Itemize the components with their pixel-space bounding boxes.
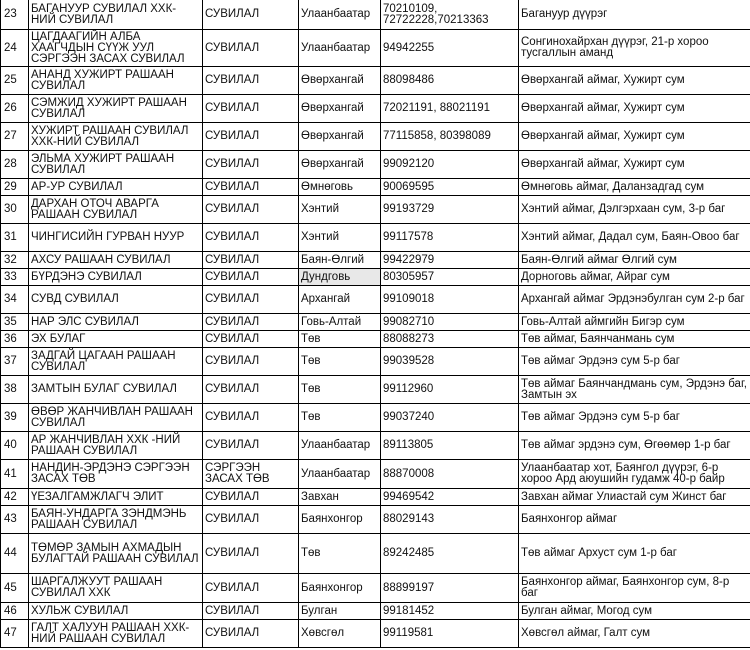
facility-type-cell: СУВИЛАЛ (203, 0, 299, 30)
facility-type-cell: СУВИЛАЛ (203, 252, 299, 269)
phone-number-cell: 88870008 (381, 460, 519, 489)
row-number-cell: 45 (1, 574, 29, 603)
phone-number-cell: 99119581 (381, 620, 519, 648)
table-row (1, 224, 750, 252)
phone-number-cell: 88029143 (381, 506, 519, 534)
table-row (1, 489, 750, 506)
location-cell: Улаанбаатар (299, 432, 381, 460)
location-cell: Баянхонгор (299, 574, 381, 603)
table-row (1, 348, 750, 376)
table-row (1, 404, 750, 432)
address-cell: Өвөрхангай аймаг, Хужирт сум (519, 151, 750, 179)
row-number-cell: 42 (1, 489, 29, 506)
table-row (1, 151, 750, 179)
address-cell: Төв аймаг Архуст сум 1-р баг (519, 534, 750, 574)
table-row (1, 196, 750, 224)
phone-number-cell: 99117578 (381, 224, 519, 252)
phone-number-cell: 99037240 (381, 404, 519, 432)
facility-name-cell: ШАРГАЛЖУУТ РАШААН СУВИЛАЛ ХХК (29, 574, 203, 603)
facility-type-cell: СУВИЛАЛ (203, 574, 299, 603)
address-cell: Төв аймаг Баянчандмань сум, Эрдэнэ баг, Замтын эх (519, 376, 750, 404)
address-cell: Төв аймаг Эрдэнэ сум 5-р баг (519, 348, 750, 376)
phone-number-cell: 99039528 (381, 348, 519, 376)
location-cell: Өвөрхангай (299, 95, 381, 123)
location-cell: Дундговь (299, 269, 381, 286)
phone-number-cell: 77115858, 80398089 (381, 123, 519, 151)
location-cell: Өвөрхангай (299, 123, 381, 151)
facility-type-cell: СУВИЛАЛ (203, 331, 299, 348)
table-row (1, 252, 750, 269)
row-number-cell: 35 (1, 314, 29, 331)
address-cell: Төв аймаг эрдэнэ сум, Өгөөмөр 1-р баг (519, 432, 750, 460)
row-number-cell: 27 (1, 123, 29, 151)
address-cell: Булган аймаг, Могод сум (519, 603, 750, 620)
facility-type-cell: СУВИЛАЛ (203, 314, 299, 331)
phone-number-cell: 99112960 (381, 376, 519, 404)
table-row (1, 0, 750, 30)
facility-name-cell: ХУЛЬЖ СУВИЛАЛ (29, 603, 203, 620)
address-cell: Говь-Алтай аймгийн Бигэр сум (519, 314, 750, 331)
location-cell: Өвөрхангай (299, 67, 381, 95)
address-cell: Баянхонгор аймаг, Баянхонгор сум, 8-р баг (519, 574, 750, 603)
facility-name-cell: ЦАГДААГИЙН АЛБА ХААГЧДЫН СҮҮЖ УУЛ СЭРГЭЭН ЗАСАХ СУВИЛАЛ (29, 30, 203, 67)
table-row (1, 376, 750, 404)
row-number-cell: 43 (1, 506, 29, 534)
address-cell: Төв аймаг Эрдэнэ сум 5-р баг (519, 404, 750, 432)
phone-number-cell: 88088273 (381, 331, 519, 348)
table-row (1, 603, 750, 620)
facility-name-cell: АР ЖАНЧИВЛАН ХХК -НИЙ РАШААН СУВИЛАЛ (29, 432, 203, 460)
facility-name-cell: ЭЛЬМА ХУЖИРТ РАШААН СУВИЛАЛ (29, 151, 203, 179)
facility-type-cell: СУВИЛАЛ (203, 151, 299, 179)
row-number-cell: 31 (1, 224, 29, 252)
facility-name-cell: АХСУ РАШААН СУВИЛАЛ (29, 252, 203, 269)
phone-number-cell: 99193729 (381, 196, 519, 224)
facility-name-cell: ЧИНГИСИЙН ГУРВАН НУУР (29, 224, 203, 252)
table-row (1, 95, 750, 123)
address-cell: Өвөрхангай аймаг, Хужирт сум (519, 123, 750, 151)
row-number-cell: 33 (1, 269, 29, 286)
phone-number-cell: 70210109, 72722228,70213363 (381, 0, 519, 30)
facility-type-cell: СУВИЛАЛ (203, 620, 299, 648)
row-number-cell: 40 (1, 432, 29, 460)
row-number-cell: 25 (1, 67, 29, 95)
table-row (1, 574, 750, 603)
address-cell: Баянхонгор аймаг (519, 506, 750, 534)
table-row (1, 460, 750, 489)
facility-type-cell: СУВИЛАЛ (203, 30, 299, 67)
address-cell: Дорноговь аймаг, Айраг сум (519, 269, 750, 286)
location-cell: Өмнөговь (299, 179, 381, 196)
facility-type-cell: СУВИЛАЛ (203, 432, 299, 460)
facility-name-cell: ӨВӨР ЖАНЧИВЛАН РАШААН СУВИЛАЛ (29, 404, 203, 432)
facility-name-cell: БҮРДЭНЭ СУВИЛАЛ (29, 269, 203, 286)
table-row (1, 123, 750, 151)
phone-number-cell: 88098486 (381, 67, 519, 95)
row-number-cell: 26 (1, 95, 29, 123)
phone-number-cell: 89113805 (381, 432, 519, 460)
row-number-cell: 39 (1, 404, 29, 432)
row-number-cell: 29 (1, 179, 29, 196)
row-number-cell: 34 (1, 286, 29, 314)
phone-number-cell: 88899197 (381, 574, 519, 603)
row-number-cell: 37 (1, 348, 29, 376)
address-cell: Сонгинохайрхан дүүрэг, 21-р хороо тусгаллын аманд (519, 30, 750, 67)
facility-type-cell: СУВИЛАЛ (203, 404, 299, 432)
table-row (1, 314, 750, 331)
facility-type-cell: СУВИЛАЛ (203, 534, 299, 574)
table-row (1, 286, 750, 314)
location-cell: Булган (299, 603, 381, 620)
table-row (1, 620, 750, 648)
row-number-cell: 46 (1, 603, 29, 620)
address-cell: Өвөрхангай аймаг, Хужирт сум (519, 67, 750, 95)
table-row (1, 269, 750, 286)
location-cell: Завхан (299, 489, 381, 506)
facility-type-cell: СУВИЛАЛ (203, 179, 299, 196)
table-row (1, 67, 750, 95)
table-row (1, 432, 750, 460)
table-row (1, 331, 750, 348)
facility-name-cell: НАР ЭЛС СУВИЛАЛ (29, 314, 203, 331)
facility-type-cell: СУВИЛАЛ (203, 67, 299, 95)
address-cell: Завхан аймаг Улиастай сум Жинст баг (519, 489, 750, 506)
table-row (1, 506, 750, 534)
facility-type-cell: СУВИЛАЛ (203, 123, 299, 151)
facility-name-cell: БАГАНУУР СУВИЛАЛ ХХК-НИЙ СУВИЛАЛ (29, 0, 203, 30)
facility-type-cell: СУВИЛАЛ (203, 95, 299, 123)
location-cell: Хэнтий (299, 224, 381, 252)
facility-type-cell: СУВИЛАЛ (203, 348, 299, 376)
address-cell: Багануур дүүрэг (519, 0, 750, 30)
row-number-cell: 24 (1, 30, 29, 67)
location-cell: Хэнтий (299, 196, 381, 224)
facility-type-cell: СУВИЛАЛ (203, 603, 299, 620)
address-cell: Өмнөговь аймаг, Даланзадгад сум (519, 179, 750, 196)
facility-type-cell: СЭРГЭЭН ЗАСАХ ТӨВ (203, 460, 299, 489)
row-number-cell: 28 (1, 151, 29, 179)
location-cell: Улаанбаатар (299, 460, 381, 489)
phone-number-cell: 99181452 (381, 603, 519, 620)
facility-name-cell: ГАЛТ ХАЛУУН РАШААН ХХК-НИЙ РАШААН СУВИЛАЛ (29, 620, 203, 648)
phone-number-cell: 72021191, 88021191 (381, 95, 519, 123)
facility-type-cell: СУВИЛАЛ (203, 196, 299, 224)
phone-number-cell: 99109018 (381, 286, 519, 314)
facility-type-cell: СУВИЛАЛ (203, 269, 299, 286)
facility-name-cell: ЭХ БУЛАГ (29, 331, 203, 348)
location-cell: Говь-Алтай (299, 314, 381, 331)
phone-number-cell: 90069595 (381, 179, 519, 196)
phone-number-cell: 99469542 (381, 489, 519, 506)
phone-number-cell: 89242485 (381, 534, 519, 574)
table-row (1, 179, 750, 196)
facility-name-cell: АР-УР СУВИЛАЛ (29, 179, 203, 196)
phone-number-cell: 80305957 (381, 269, 519, 286)
phone-number-cell: 99082710 (381, 314, 519, 331)
location-cell: Улаанбаатар (299, 0, 381, 30)
facility-name-cell: ДАРХАН ОТОЧ АВАРГА РАШААН СУВИЛАЛ (29, 196, 203, 224)
location-cell: Хөвсгөл (299, 620, 381, 648)
location-cell: Төв (299, 404, 381, 432)
row-number-cell: 38 (1, 376, 29, 404)
facility-name-cell: СУВД СУВИЛАЛ (29, 286, 203, 314)
location-cell: Төв (299, 348, 381, 376)
row-number-cell: 36 (1, 331, 29, 348)
location-cell: Төв (299, 331, 381, 348)
row-number-cell: 47 (1, 620, 29, 648)
row-number-cell: 30 (1, 196, 29, 224)
facility-type-cell: СУВИЛАЛ (203, 286, 299, 314)
facility-type-cell: СУВИЛАЛ (203, 506, 299, 534)
location-cell: Архангай (299, 286, 381, 314)
phone-number-cell: 99422979 (381, 252, 519, 269)
location-cell: Төв (299, 534, 381, 574)
phone-number-cell: 99092120 (381, 151, 519, 179)
location-cell: Баян-Өлгий (299, 252, 381, 269)
facility-name-cell: ТӨМӨР ЗАМЫН АХМАДЫН БУЛАГТАЙ РАШААН СУВИЛАЛ (29, 534, 203, 574)
location-cell: Төв (299, 376, 381, 404)
address-cell: Хөвсгөл аймаг, Галт сум (519, 620, 750, 648)
address-cell: Хэнтий аймаг, Дадал сум, Баян-Овоо баг (519, 224, 750, 252)
facility-name-cell: ХУЖИРТ РАШААН СУВИЛАЛ ХХК-НИЙ СУВИЛАЛ (29, 123, 203, 151)
row-number-cell: 32 (1, 252, 29, 269)
address-cell: Баян-Өлгий аймаг Өлгий сум (519, 252, 750, 269)
location-cell: Өвөрхангай (299, 151, 381, 179)
address-cell: Архангай аймаг Эрдэнэбулган сум 2-р баг (519, 286, 750, 314)
row-number-cell: 44 (1, 534, 29, 574)
address-cell: Хэнтий аймаг, Дэлгэрхаан сум, 3-р баг (519, 196, 750, 224)
facility-name-cell: НАНДИН-ЭРДЭНЭ СЭРГЭЭН ЗАСАХ ТӨВ (29, 460, 203, 489)
facility-name-cell: ЗАДГАЙ ЦАГААН РАШААН СУВИЛАЛ (29, 348, 203, 376)
address-cell: Төв аймаг, Баянчанмань сум (519, 331, 750, 348)
location-cell: Улаанбаатар (299, 30, 381, 67)
phone-number-cell: 94942255 (381, 30, 519, 67)
location-cell: Баянхонгор (299, 506, 381, 534)
facility-name-cell: БАЯН-УНДАРГА ЗЭНДМЭНЬ РАШААН СУВИЛАЛ (29, 506, 203, 534)
address-cell: Улаанбаатар хот, Баянгол дүүрэг, 6-р хороо Ард аюушийн гудамж 40-р байр (519, 460, 750, 489)
table-row (1, 534, 750, 574)
facility-type-cell: СУВИЛАЛ (203, 224, 299, 252)
facility-name-cell: АНАНД ХУЖИРТ РАШААН СУВИЛАЛ (29, 67, 203, 95)
facility-type-cell: СУВИЛАЛ (203, 489, 299, 506)
table-row (1, 30, 750, 67)
address-cell: Өвөрхангай аймаг, Хужирт сум (519, 95, 750, 123)
row-number-cell: 23 (1, 0, 29, 30)
facility-name-cell: ЗАМТЫН БУЛАГ СУВИЛАЛ (29, 376, 203, 404)
facility-name-cell: СЭМЖИД ХУЖИРТ РАШААН СУВИЛАЛ (29, 95, 203, 123)
facility-name-cell: ҮЕЗАЛГАМЖЛАГЧ ЭЛИТ (29, 489, 203, 506)
row-number-cell: 41 (1, 460, 29, 489)
facility-type-cell: СУВИЛАЛ (203, 376, 299, 404)
